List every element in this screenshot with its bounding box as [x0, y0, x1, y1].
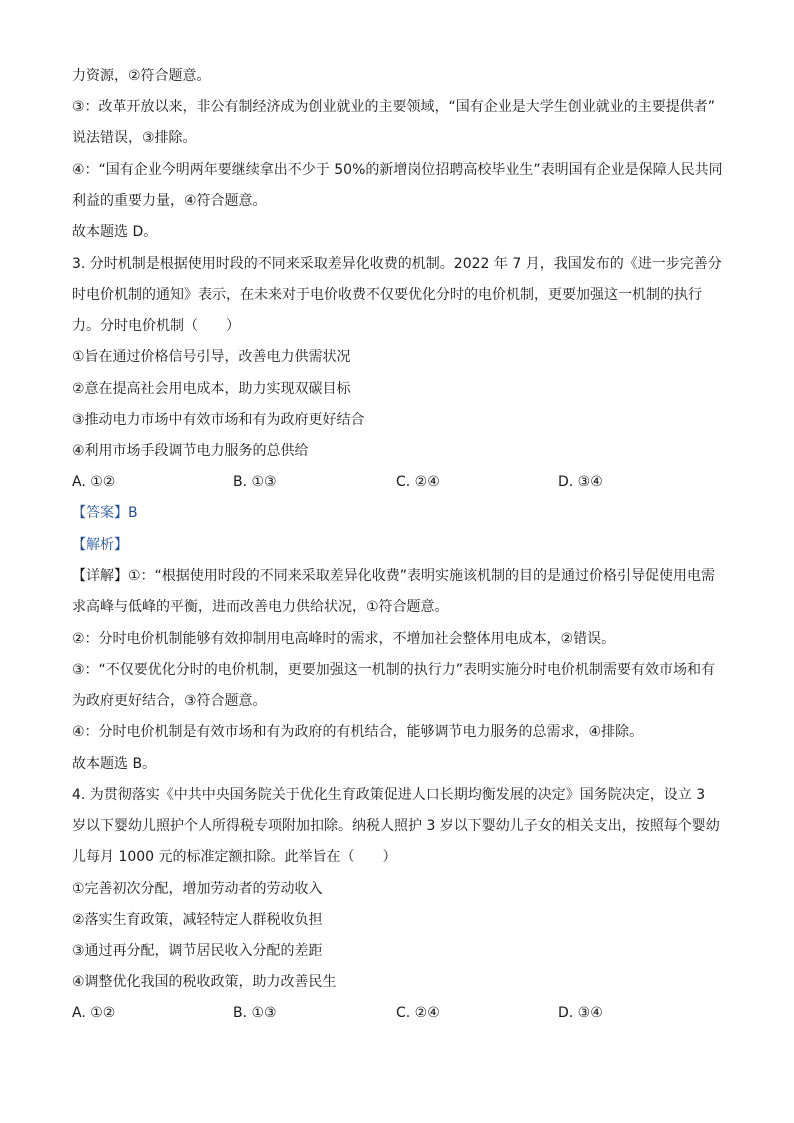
- question-4-stem: 儿每月 1000 元的标准定额扣除。此举旨在（ ）: [72, 849, 397, 865]
- question-3-option-d: D. ③④: [558, 474, 603, 490]
- text-line: 力资源，②符合题意。: [72, 68, 211, 84]
- question-4-option-c: C. ②④: [396, 1005, 440, 1021]
- answer-label: 【答案】B: [72, 505, 138, 521]
- analysis-line: 为政府更好结合，③符合题意。: [72, 693, 267, 709]
- question-3-statement: ②意在提高社会用电成本，助力实现双碳目标: [72, 381, 351, 397]
- question-3-stem: 时电价机制的通知》表示，在未来对于电价收费不仅要优化分时的电价机制，更要加强这一机制的执行: [72, 287, 702, 303]
- question-4-option-a: A. ①②: [72, 1005, 116, 1021]
- text-line: 说法错误，③排除。: [72, 130, 197, 146]
- question-4-option-b: B. ①③: [233, 1005, 277, 1021]
- question-3-statement: ①旨在通过价格信号引导，改善电力供需状况: [72, 349, 351, 365]
- analysis-line: ④：分时电价机制是有效市场和有为政府的有机结合，能够调节电力服务的总需求，④排除。: [72, 724, 644, 740]
- question-3-option-b: B. ①③: [233, 474, 277, 490]
- question-4-stem: 4. 为贯彻落实《中共中央国务院关于优化生育政策促进人口长期均衡发展的决定》国务院决定，设立 3: [72, 787, 706, 803]
- question-3-option-a: A. ①②: [72, 474, 116, 490]
- question-3-statement: ④利用市场手段调节电力服务的总供给: [72, 443, 309, 459]
- analysis-line: 【详解】①：“根据使用时段的不同来采取差异化收费”表明实施该机制的目的是通过价格引导促使用电需: [72, 568, 716, 584]
- question-3-stem: 3. 分时机制是根据使用时段的不同来采取差异化收费的机制。2022 年 7 月，我国发布的《进一步完善分: [72, 256, 722, 272]
- analysis-line: ②：分时电价机制能够有效抑制用电高峰时的需求，不增加社会整体用电成本，②错误。: [72, 631, 616, 647]
- question-4-statement: ①完善初次分配，增加劳动者的劳动收入: [72, 881, 323, 897]
- text-line: ③：改革开放以来，非公有制经济成为创业就业的主要领域，“国有企业是大学生创业就业的主要提供者”: [72, 99, 716, 115]
- question-4-option-d: D. ③④: [558, 1005, 603, 1021]
- text-line: 故本题选 D。: [72, 224, 158, 240]
- question-3-stem: 力。分时电价机制（ ）: [72, 318, 240, 334]
- question-4-statement: ③通过再分配，调节居民收入分配的差距: [72, 943, 323, 959]
- analysis-line: 故本题选 B。: [72, 756, 157, 772]
- question-4-statement: ④调整优化我国的税收政策，助力改善民生: [72, 974, 337, 990]
- question-4-stem: 岁以下婴幼儿照护个人所得税专项附加扣除。纳税人照护 3 岁以下婴幼儿子女的相关支出，按照每个婴幼: [72, 818, 720, 834]
- analysis-line: ③：“不仅要优化分时的电价机制，更要加强这一机制的执行力”表明实施分时电价机制需要有效市场和有: [72, 662, 716, 678]
- question-4-statement: ②落实生育政策，减轻特定人群税收负担: [72, 912, 323, 928]
- text-line: 利益的重要力量，④符合题意。: [72, 193, 267, 209]
- analysis-label: 【解析】: [72, 537, 128, 553]
- text-line: ④：“国有企业今明两年要继续拿出不少于 50%的新增岗位招聘高校毕业生”表明国有企业是保障人民共同: [72, 162, 723, 178]
- analysis-line: 求高峰与低峰的平衡，进而改善电力供给状况，①符合题意。: [72, 599, 449, 615]
- question-3-statement: ③推动电力市场中有效市场和有为政府更好结合: [72, 412, 365, 428]
- question-3-option-c: C. ②④: [396, 474, 440, 490]
